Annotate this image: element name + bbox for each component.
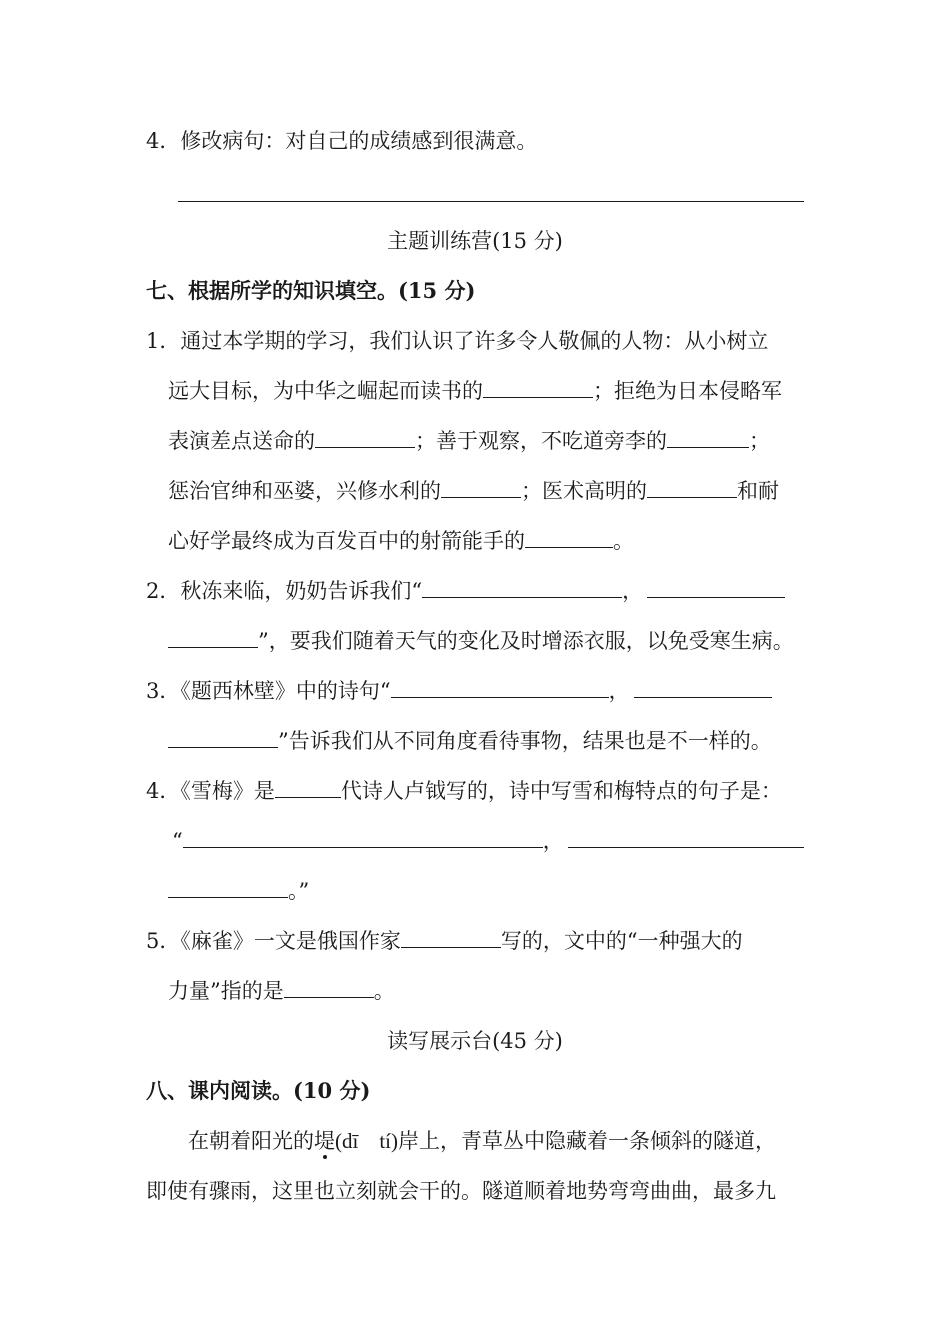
fill-blank[interactable]: [441, 477, 521, 498]
fill-blank[interactable]: [568, 827, 804, 848]
fill-blank[interactable]: [168, 727, 278, 748]
question-7-1-line-4: 惩治官绅和巫婆，兴修水利的 ；医术高明的 和耐: [168, 479, 779, 503]
fill-blank[interactable]: [315, 427, 415, 448]
fill-blank[interactable]: [667, 427, 749, 448]
question-number: 3．: [146, 679, 181, 703]
passage-line-2: 即使有骤雨，这里也立刻就会干的。隧道顺着地势弯弯曲曲，最多九: [146, 1179, 776, 1203]
fill-blank[interactable]: [483, 377, 593, 398]
question-7-3-line-2: ”告诉我们从不同角度看待事物，结果也是不一样的。: [0, 726, 950, 756]
question-7-5-line-1: 5．《麻雀》一文是俄国作家 写的，文中的“一种强大的: [146, 929, 743, 953]
question-7-5-line-2: 力量”指的是 。: [168, 979, 395, 1003]
section-8-title: 八、课内阅读。(10 分): [146, 1078, 371, 1103]
question-7-1-line-1: 1．通过本学期的学习，我们认识了许多令人敬佩的人物：从小树立: [146, 329, 769, 353]
fill-blank[interactable]: [183, 827, 543, 848]
fill-blank[interactable]: [525, 527, 613, 548]
question-7-1-line-5: 心好学最终成为百发百中的射箭能手的 。: [168, 529, 634, 553]
question-7-4-line-3: 。”: [0, 876, 950, 906]
question-7-2-line-2: ”，要我们随着天气的变化及时增添衣服，以免受寒生病。: [0, 626, 950, 656]
question-6-4: [0, 126, 950, 156]
fill-blank[interactable]: [284, 977, 374, 998]
fill-blank[interactable]: [275, 777, 341, 798]
question-7-4-line-1: 4．《雪梅》是 代诗人卢钺写的，诗中写雪和梅特点的句子是：: [146, 779, 782, 803]
question-7-1-line-2: 远大目标，为中华之崛起而读书的 ；拒绝为日本侵略军: [168, 379, 782, 403]
question-7-3-line-1: 3．《题西林壁》中的诗句“ ，: [0, 676, 950, 706]
fill-blank[interactable]: [634, 677, 772, 698]
question-7-2-line-1: 2．秋冻来临，奶奶告诉我们“ ，: [0, 576, 950, 606]
question-7-4-line-2: “ ，: [0, 826, 950, 856]
section-heading-reading: 读写展示台(45 分): [387, 1029, 563, 1053]
passage-line-1: 在朝着阳光的堤(dī tí)岸上，青草丛中隐藏着一条倾斜的隧道，: [188, 1129, 776, 1153]
question-text: 修改病句：对自己的成绩感到很满意。: [180, 129, 538, 153]
fill-blank[interactable]: [647, 577, 785, 598]
question-number: 2．: [146, 579, 181, 603]
question-number: 1．: [146, 329, 181, 353]
question-number: 4．: [146, 129, 181, 153]
section-heading-theme: 主题训练营(15 分): [387, 229, 563, 253]
fill-blank[interactable]: [422, 577, 622, 598]
emphasis-dotted-char: 堤: [314, 1129, 335, 1153]
question-7-1-line-3: 表演差点送命的 ；善于观察，不吃道旁李的 ；: [168, 429, 770, 453]
answer-line[interactable]: [178, 201, 804, 202]
fill-blank[interactable]: [401, 927, 501, 948]
fill-blank[interactable]: [391, 677, 609, 698]
question-number: 4．: [146, 779, 181, 803]
fill-blank[interactable]: [168, 877, 288, 898]
fill-blank[interactable]: [647, 477, 737, 498]
question-number: 5．: [146, 929, 181, 953]
section-7-title: 七、根据所学的知识填空。(15 分): [146, 278, 476, 303]
fill-blank[interactable]: [168, 627, 258, 648]
